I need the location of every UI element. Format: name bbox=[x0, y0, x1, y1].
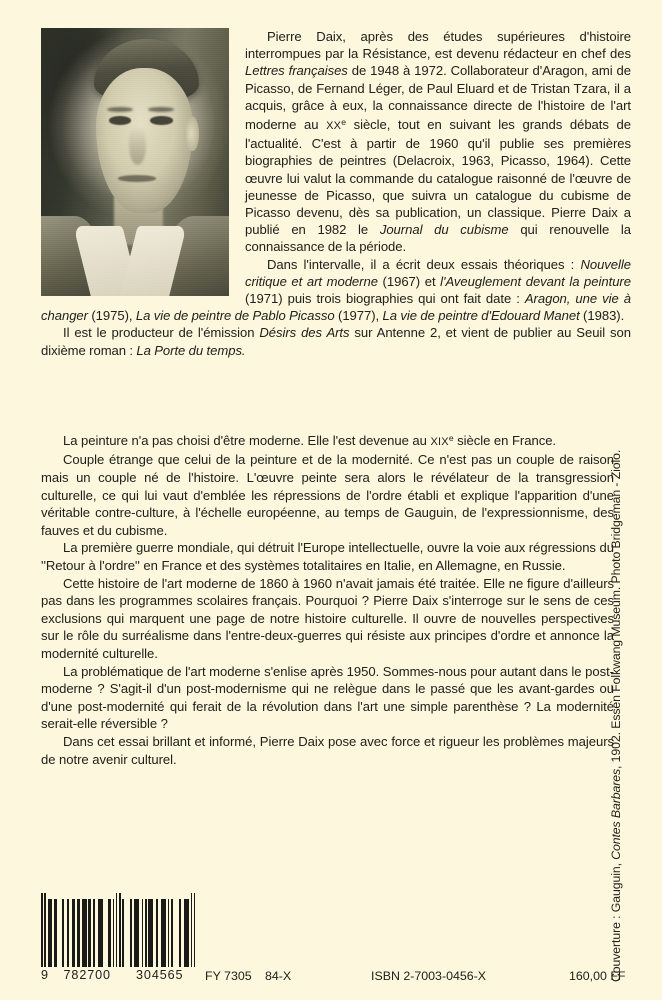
cover-credit-text: Couverture : Gauguin, Contes Barbares, 1902. Essen Folkwang Museum. Photo Bridgeman - Ziolo. bbox=[609, 449, 623, 982]
bio-paragraph-3: Il est le producteur de l'émission Désirs des Arts sur Antenne 2, et vient de publier au Seuil son dixième roman : La Porte du temps. bbox=[41, 325, 631, 358]
bio-paragraph-2: Dans l'intervalle, il a écrit deux essais théoriques : Nouvelle critique et art moderne (1967) et l'Aveuglement devant la peinture (1971) puis trois biographies qui ont fait date : Aragon, une vie à changer (1975), La vie de peintre de Pablo Picasso (1977), La vie de peintre d'Edouard Manet (1983). bbox=[41, 256, 631, 324]
blurb-paragraph-4: Cette histoire de l'art moderne de 1860 à 1960 n'avait jamais été traitée. Elle ne figure d'ailleurs pas dans les programmes scolaires français. Pourquoi ? Pierre Daix s'interroge sur le sens de ces exclusions qui marquent une page de notre histoire culturelle. Il ouvre de nouvelles perspectives sur le rôle du surréalisme dans l'entre-deux-guerres qui résiste aux principes d'ordre et annonce la modernité culturelle. bbox=[41, 575, 614, 662]
blurb-paragraph-5: La problématique de l'art moderne s'enlise après 1950. Sommes-nous pour autant dans le post-moderne ? S'agit-il d'un post-modernisme qui ne relègue dans le passé que les avant-gardes ou d'une post-modernité qui ferait de la révolution dans l'art une simple parenthèse ? La modernité serait-elle réversible ? bbox=[41, 663, 614, 732]
barcode-bars bbox=[41, 893, 196, 967]
blurb-paragraph-1: La peinture n'a pas choisi d'être moderne. Elle l'est devenue au XIXe siècle en France. bbox=[63, 432, 557, 448]
edition-code: 84-X bbox=[265, 969, 292, 983]
cover-credit-vertical bbox=[609, 422, 643, 982]
barcode-bar bbox=[194, 893, 196, 967]
isbn-code: ISBN 2-7003-0456-X bbox=[371, 969, 487, 983]
book-blurb bbox=[41, 430, 614, 768]
fy-code: FY 7305 bbox=[205, 969, 252, 983]
barcode-digits-middle: 782700 bbox=[63, 968, 111, 982]
blurb-paragraph-3: La première guerre mondiale, qui détruit l'Europe intellectuelle, ouvre la voie aux régressions du ''Retour à l'ordre'' en France et des systèmes totalitaires en Italie, en Allemagne, en Russie. bbox=[41, 540, 614, 574]
price-label: 160,00 FF bbox=[569, 969, 626, 983]
barcode-digit-leading: 9 bbox=[41, 968, 49, 982]
photo-sepia-tone bbox=[41, 28, 229, 296]
barcode-digits-right: 304565 bbox=[136, 968, 184, 982]
footer-codes bbox=[41, 969, 626, 985]
blurb-paragraph-2: Couple étrange que celui de la peinture et de la modernité. Ce n'est pas un couple de raison mais un couple né de l'histoire. L'œuvre peinte sera alors le révélateur de la transgression culturelle, ce qui lui vaut d'emblée les répressions de l'ordre établi et explique l'apparition d'une véritable contre-culture, à l'échelle européenne, au temps de Gauguin, de l'expressionnisme, des fauves et du cubisme. bbox=[41, 452, 614, 538]
author-portrait-photo bbox=[41, 28, 229, 296]
bio-section bbox=[41, 28, 631, 359]
bio-paragraph-1: Pierre Daix, après des études supérieures d'histoire interrompues par la Résistance, est devenu rédacteur en chef des Lettres françaises de 1948 à 1972. Collaborateur d'Aragon, ami de Picasso, de Fernand Léger, de Paul Eluard et de Tristan Tzara, il a acquis, grâce à eux, la connaissance directe de l'histoire de l'art moderne au XXe siècle, tout en suivant les grands débats de l'actualité. C'est à partir de 1960 qu'il publie ses premières biographies de peintres (Delacroix, 1963, Picasso, 1964). Cette œuvre lui valut la commande du catalogue raisonné de l'œuvre de jeunesse de Picasso, que suivra un catalogue du cubisme de Picasso devenu, dès sa publication, un classique. Pierre Daix a publié en 1982 le Journal du cubisme qui renouvelle la connaissance de la période. bbox=[245, 29, 631, 255]
blurb-paragraph-6: Dans cet essai brillant et informé, Pierre Daix pose avec force et rigueur les problèmes majeurs de notre avenir culturel. bbox=[41, 733, 614, 767]
